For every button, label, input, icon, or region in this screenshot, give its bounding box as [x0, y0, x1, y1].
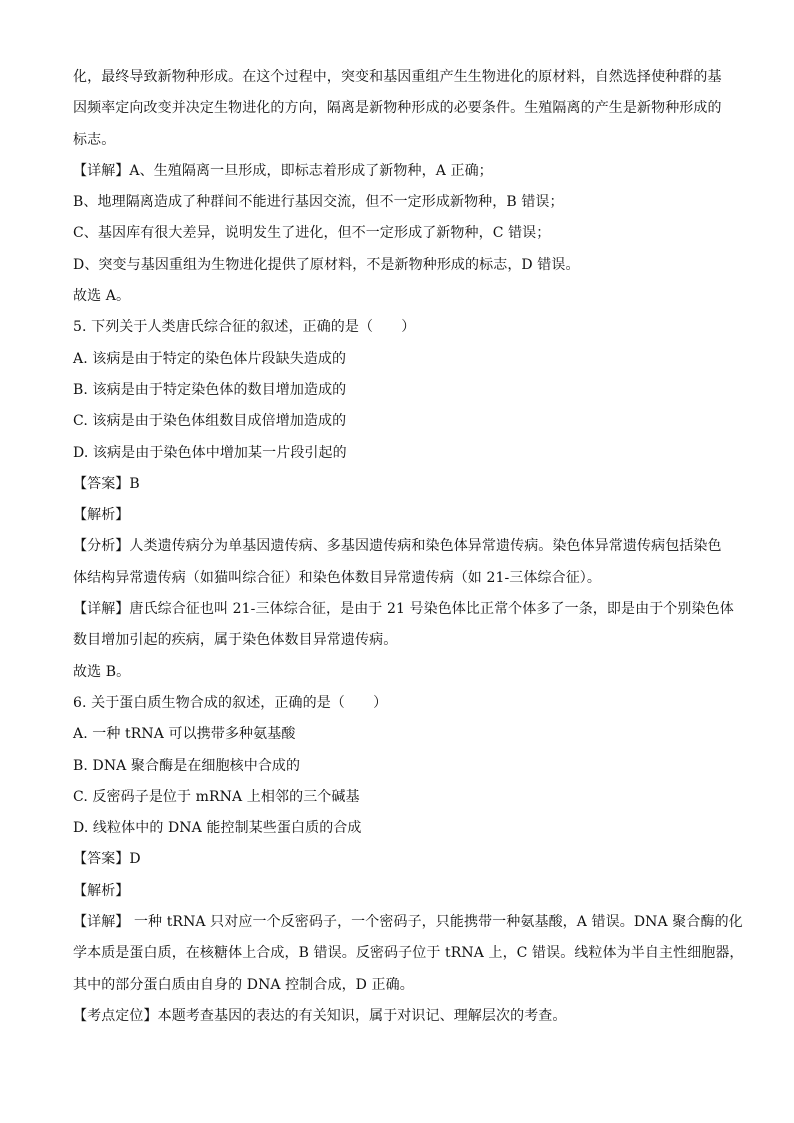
- text-line: D、突变与基因重组为生物进化提供了原材料，不是新物种形成的标志，D 错误。: [73, 256, 580, 273]
- question-5-stem: 5. 下列关于人类唐氏综合征的叙述，正确的是（ ）: [73, 319, 416, 336]
- text-line: C、基因库有很大差异，说明发生了进化，但不一定形成了新物种，C 错误；: [73, 225, 551, 242]
- answer-label: 【答案】B: [73, 475, 140, 492]
- text-line: 因频率定向改变并决定生物进化的方向，隔离是新物种形成的必要条件。生殖隔离的产生是新物种形成的: [73, 100, 722, 117]
- question-5-option-a: A. 该病是由于特定的染色体片段缺失造成的: [73, 350, 347, 367]
- analysis-label: 【解析】: [73, 507, 130, 524]
- text-line: B、地理隔离造成了种群间不能进行基因交流，但不一定形成新物种，B 错误；: [73, 194, 564, 211]
- answer-label: 【答案】D: [73, 851, 141, 868]
- text-line: 体结构异常遗传病（如猫叫综合征）和染色体数目异常遗传病（如 21-三体综合征）。: [73, 569, 601, 586]
- detail-heading-line: 【详解】A、生殖隔离一旦形成，即标志着形成了新物种，A 正确；: [73, 162, 493, 179]
- conclusion-line: 故选 A。: [73, 288, 131, 305]
- conclusion-line: 故选 B。: [73, 663, 131, 680]
- analysis-label: 【解析】: [73, 882, 130, 899]
- question-6-option-d: D. 线粒体中的 DNA 能控制某些蛋白质的合成: [73, 820, 362, 837]
- question-5-option-d: D. 该病是由于染色体中增加某一片段引起的: [73, 444, 347, 461]
- text-line: 其中的部分蛋白质由自身的 DNA 控制合成，D 正确。: [73, 976, 414, 993]
- text-line: 【详解】唐氏综合征也叫 21-三体综合征，是由于 21 号染色体比正常个体多了一条，即是由于个别染色体: [73, 601, 734, 618]
- question-6-option-c: C. 反密码子是位于 mRNA 上相邻的三个碱基: [73, 788, 360, 805]
- question-6-option-a: A. 一种 tRNA 可以携带多种氨基酸: [73, 726, 296, 743]
- question-5-option-c: C. 该病是由于染色体组数目成倍增加造成的: [73, 413, 347, 430]
- question-6-option-b: B. DNA 聚合酶是在细胞核中合成的: [73, 757, 301, 774]
- question-6-stem: 6. 关于蛋白质生物合成的叙述，正确的是（ ）: [73, 694, 388, 711]
- text-line: 学本质是蛋白质，在核糖体上合成，B 错误。反密码子位于 tRNA 上，C 错误。线粒体为半自主性细胞器，: [73, 945, 744, 962]
- text-line: 化，最终导致新物种形成。在这个过程中，突变和基因重组产生生物进化的原材料，自然选择使种群的基: [73, 69, 722, 85]
- text-line: 标志。: [73, 131, 116, 148]
- text-line: 【考点定位】本题考查基因的表达的有关知识，属于对识记、理解层次的考查。: [73, 1007, 567, 1024]
- text-line: 【分析】人类遗传病分为单基因遗传病、多基因遗传病和染色体异常遗传病。染色体异常遗传病包括染色: [73, 538, 722, 555]
- question-5-option-b: B. 该病是由于特定染色体的数目增加造成的: [73, 381, 347, 398]
- text-line: 【详解】 一种 tRNA 只对应一个反密码子，一个密码子，只能携带一种氨基酸，A 错误。DNA 聚合酶的化: [73, 914, 743, 931]
- text-line: 数目增加引起的疾病，属于染色体数目异常遗传病。: [73, 632, 398, 649]
- document-page: [73, 62, 744, 1032]
